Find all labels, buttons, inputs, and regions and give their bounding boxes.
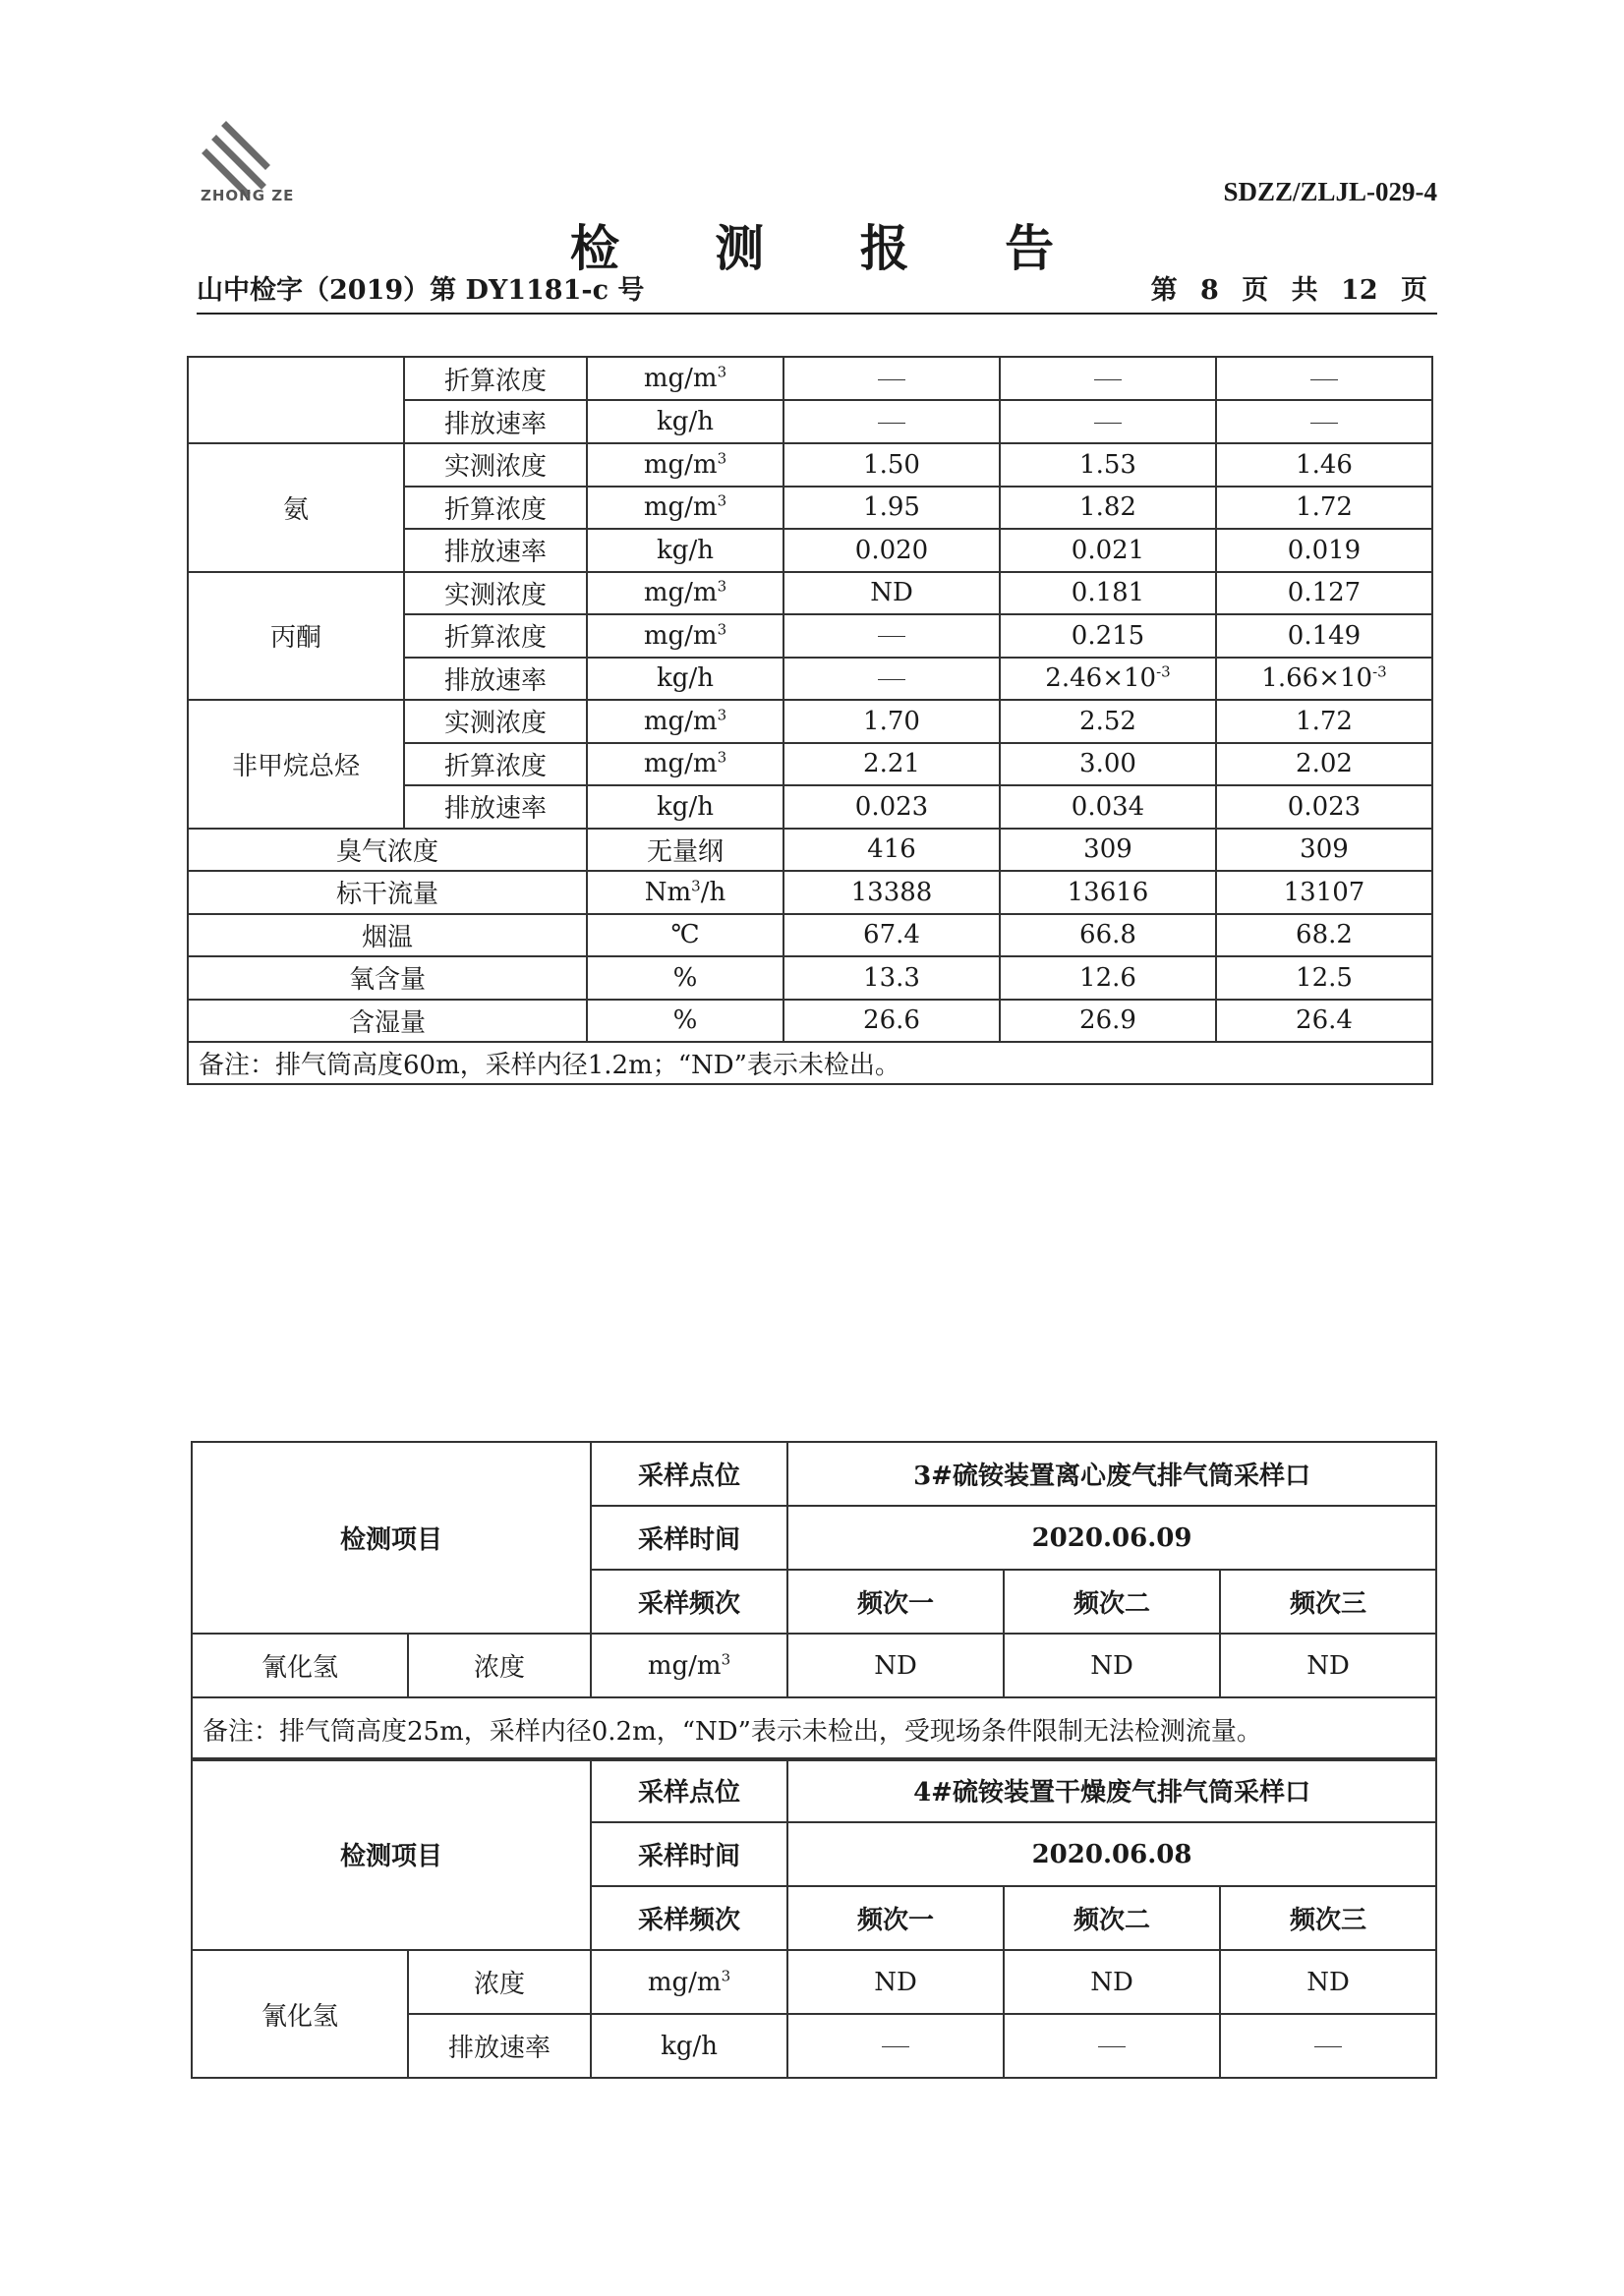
report-header-line [197, 273, 1437, 315]
value: $1.66\times 10^{-3}$ [1216, 658, 1432, 701]
value: 0.019 [1216, 529, 1432, 572]
item-name: 氰化氢 [192, 1634, 408, 1697]
value: 26.9 [1000, 1000, 1216, 1043]
value: ND [1004, 1950, 1220, 2014]
value: ND [1220, 1950, 1436, 2014]
value: 2.21 [783, 743, 1000, 786]
value: 3.00 [1000, 743, 1216, 786]
measure-type: 排放速率 [404, 529, 587, 572]
value: 1.82 [1000, 487, 1216, 530]
value: ND [783, 572, 1000, 615]
value: 0.021 [1000, 529, 1216, 572]
item-name: 非甲烷总烃 [188, 700, 404, 829]
dash-mark [1094, 423, 1122, 424]
value: 0.215 [1000, 614, 1216, 658]
value [1220, 2014, 1436, 2078]
value: 2.02 [1216, 743, 1432, 786]
document-code: SDZZ/ZLJL-029-4 [1223, 177, 1437, 206]
dash-mark [1094, 379, 1122, 380]
dash-mark [878, 423, 905, 424]
value: 26.6 [783, 1000, 1000, 1043]
item-name: 标干流量 [188, 871, 587, 914]
measure-type: 浓度 [408, 1634, 591, 1697]
value: 2.52 [1000, 700, 1216, 743]
measure-type: 排放速率 [404, 785, 587, 829]
value [787, 2014, 1004, 2078]
item-name: 含湿量 [188, 1000, 587, 1043]
value: ND [787, 1634, 1004, 1697]
dash-mark [1310, 379, 1338, 380]
value: 13388 [783, 871, 1000, 914]
unit: Nm$^3$/h [587, 871, 783, 914]
unit: kg/h [587, 400, 783, 443]
value [1004, 2014, 1220, 2078]
value: ND [1220, 1634, 1436, 1697]
value: ND [1004, 1634, 1220, 1697]
measure-type: 折算浓度 [404, 487, 587, 530]
unit: $mg/m^3$ [587, 487, 783, 530]
unit: % [587, 956, 783, 1000]
measure-type: 实测浓度 [404, 572, 587, 615]
item-name: 丙酮 [188, 572, 404, 701]
sampling-time: 2020.06.09 [787, 1506, 1436, 1570]
value: ND [787, 1950, 1004, 2014]
dash-mark [1310, 423, 1338, 424]
frequency-3: 频次三 [1220, 1570, 1436, 1634]
sampling-time-label: 采样时间 [591, 1506, 787, 1570]
value: $2.46\times 10^{-3}$ [1000, 658, 1216, 701]
sampling-frequency-label: 采样频次 [591, 1570, 787, 1634]
measure-type: 折算浓度 [404, 614, 587, 658]
value: 68.2 [1216, 914, 1432, 957]
page-info: 第 8 页 共 12 页 [1150, 275, 1427, 306]
value: 13107 [1216, 871, 1432, 914]
unit: $mg/m^3$ [587, 443, 783, 487]
note: 备注：排气筒高度60m，采样内径1.2m；“ND”表示未检出。 [188, 1042, 1432, 1084]
report-number: 山中检字（2019）第 DY1181-c 号 [197, 275, 645, 306]
sampling-time-label: 采样时间 [591, 1822, 787, 1886]
item-header: 检测项目 [192, 1758, 591, 1950]
value [1216, 400, 1432, 443]
value: 0.149 [1216, 614, 1432, 658]
unit: kg/h [587, 785, 783, 829]
value: 13616 [1000, 871, 1216, 914]
measure-type: 实测浓度 [404, 700, 587, 743]
table-row [188, 956, 1432, 1000]
table-row [188, 357, 1432, 400]
value: 1.72 [1216, 700, 1432, 743]
value [1000, 357, 1216, 400]
item-name: 氨 [188, 443, 404, 572]
dash-mark [1098, 2046, 1126, 2047]
table-row [192, 1634, 1436, 1697]
measure-type: 折算浓度 [404, 743, 587, 786]
value: 0.023 [783, 785, 1000, 829]
value: 0.020 [783, 529, 1000, 572]
value: 0.034 [1000, 785, 1216, 829]
frequency-1: 频次一 [787, 1570, 1004, 1634]
measure-type: 排放速率 [404, 400, 587, 443]
value: 13.3 [783, 956, 1000, 1000]
sampling-point-label: 采样点位 [591, 1442, 787, 1506]
value: 309 [1216, 829, 1432, 872]
value: 0.127 [1216, 572, 1432, 615]
value [1216, 357, 1432, 400]
sampling-frequency-label: 采样频次 [591, 1886, 787, 1950]
unit: $mg/m^3$ [587, 700, 783, 743]
sampling-time: 2020.06.08 [787, 1822, 1436, 1886]
value: 1.70 [783, 700, 1000, 743]
table-row [188, 700, 1432, 743]
table-row [188, 829, 1432, 872]
table-row [188, 443, 1432, 487]
unit: kg/h [591, 2014, 787, 2078]
dash-mark [882, 2046, 909, 2047]
unit: $mg/m^3$ [591, 1634, 787, 1697]
value: 0.023 [1216, 785, 1432, 829]
value: 309 [1000, 829, 1216, 872]
value [783, 658, 1000, 701]
value: 1.95 [783, 487, 1000, 530]
table-row [188, 871, 1432, 914]
dash-mark [878, 379, 905, 380]
value: 67.4 [783, 914, 1000, 957]
unit: kg/h [587, 529, 783, 572]
value: 26.4 [1216, 1000, 1432, 1043]
table-row [188, 914, 1432, 957]
measure-type: 折算浓度 [404, 357, 587, 400]
unit: $mg/m^3$ [587, 743, 783, 786]
unit: 无量纲 [587, 829, 783, 872]
unit: % [587, 1000, 783, 1043]
item-name: 烟温 [188, 914, 587, 957]
dash-mark [878, 679, 905, 680]
value: 1.72 [1216, 487, 1432, 530]
value [783, 400, 1000, 443]
frequency-2: 频次二 [1004, 1570, 1220, 1634]
sampling-point: 3#硫铵装置离心废气排气筒采样口 [787, 1442, 1436, 1506]
value: 0.181 [1000, 572, 1216, 615]
item-header: 检测项目 [192, 1442, 591, 1634]
unit: $mg/m^3$ [591, 1950, 787, 2014]
table-row [188, 572, 1432, 615]
note: 备注：排气筒高度25m，采样内径0.2m，“ND”表示未检出，受现场条件限制无法检测流量。 [192, 1697, 1436, 1760]
sampling-point-label: 采样点位 [591, 1758, 787, 1822]
results-table-1 [187, 356, 1433, 1085]
unit: $mg/m^3$ [587, 357, 783, 400]
table-row [192, 1950, 1436, 2014]
sampling-point: 4#硫铵装置干燥废气排气筒采样口 [787, 1758, 1436, 1822]
results-table-3 [191, 1757, 1437, 2079]
unit: $mg/m^3$ [587, 572, 783, 615]
unit: kg/h [587, 658, 783, 701]
value: 12.5 [1216, 956, 1432, 1000]
measure-type: 实测浓度 [404, 443, 587, 487]
page-title: 检 测 报 告 [569, 219, 1094, 277]
measure-type: 浓度 [408, 1950, 591, 2014]
frequency-2: 频次二 [1004, 1886, 1220, 1950]
logo-text: ZHONG ZE [201, 187, 295, 204]
value: 1.46 [1216, 443, 1432, 487]
value: 416 [783, 829, 1000, 872]
unit: ℃ [587, 914, 783, 957]
measure-type: 排放速率 [404, 658, 587, 701]
value [783, 614, 1000, 658]
dash-mark [1314, 2046, 1342, 2047]
measure-type: 排放速率 [408, 2014, 591, 2078]
value: 1.53 [1000, 443, 1216, 487]
value [1000, 400, 1216, 443]
value: 1.50 [783, 443, 1000, 487]
frequency-1: 频次一 [787, 1886, 1004, 1950]
item-name: 氧含量 [188, 956, 587, 1000]
table-row [188, 1000, 1432, 1043]
frequency-3: 频次三 [1220, 1886, 1436, 1950]
item-name [188, 357, 404, 443]
value [783, 357, 1000, 400]
value: 12.6 [1000, 956, 1216, 1000]
unit: $mg/m^3$ [587, 614, 783, 658]
results-table-2 [191, 1441, 1437, 1761]
value: 66.8 [1000, 914, 1216, 957]
item-name: 氰化氢 [192, 1950, 408, 2078]
item-name: 臭气浓度 [188, 829, 587, 872]
dash-mark [878, 636, 905, 637]
